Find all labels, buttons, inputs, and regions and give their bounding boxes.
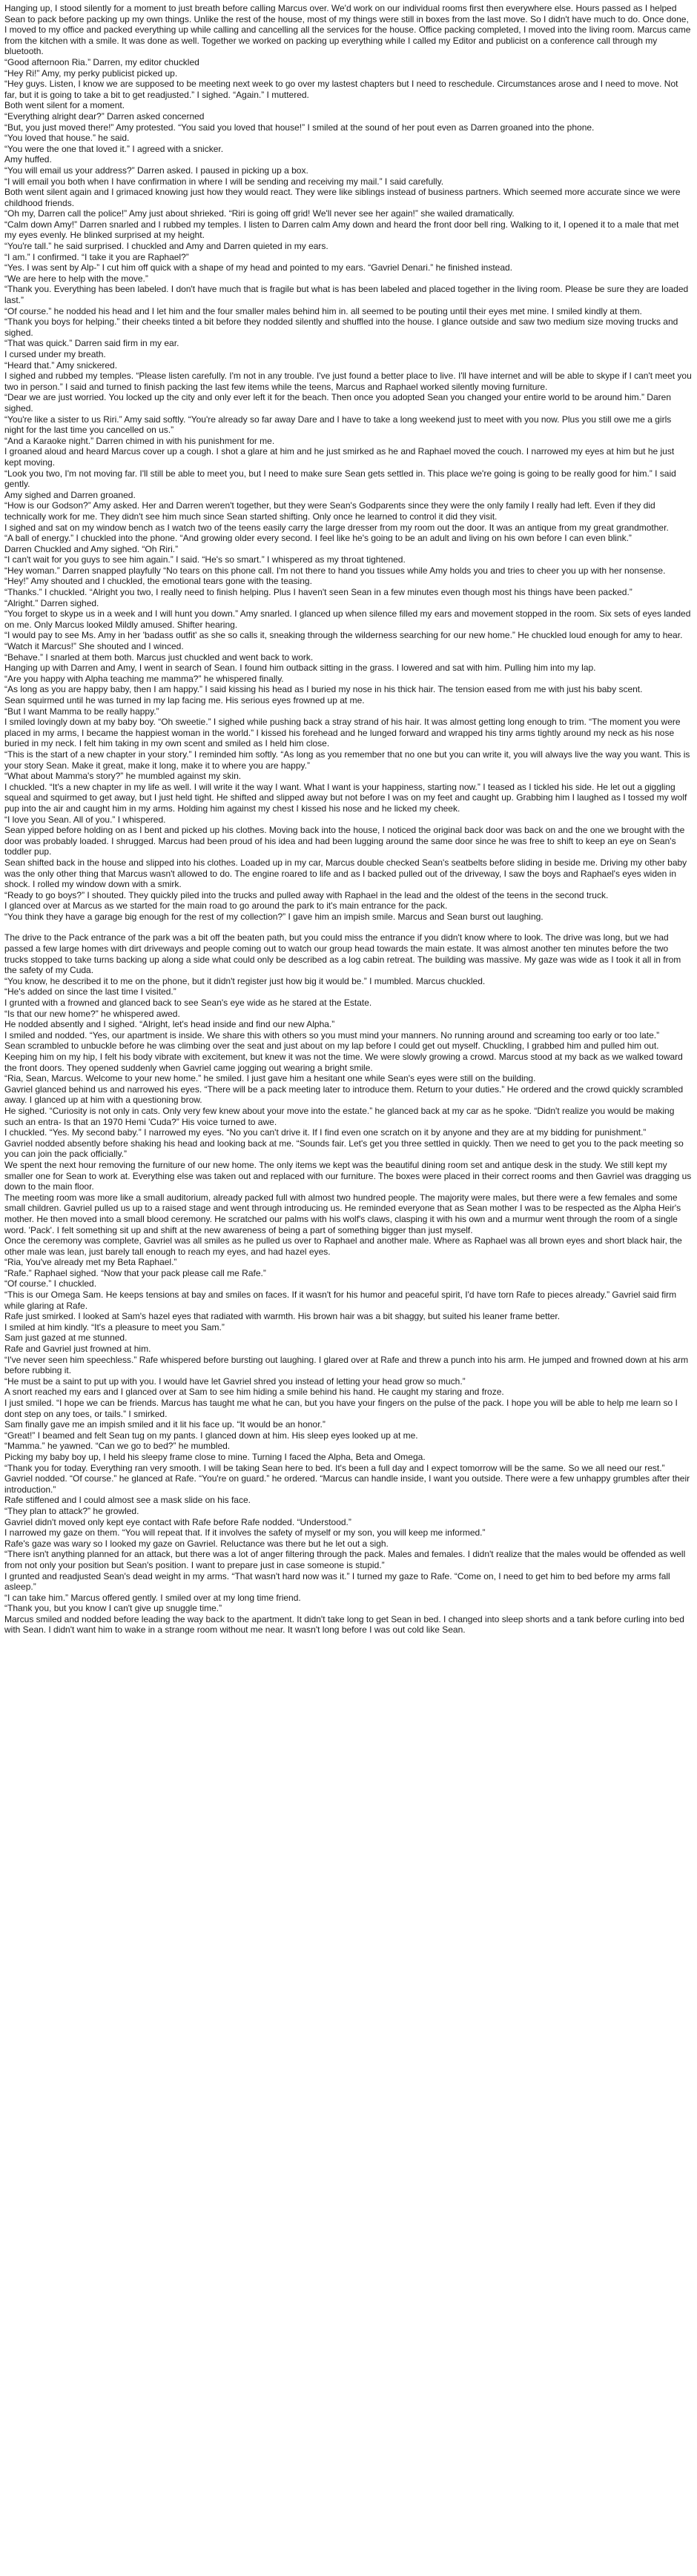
paragraph: I groaned aloud and heard Marcus cover up a cough. I shot a glare at him and he just smirked as he and Raphael moved the couch. I narrowed my eyes at him but he just kept moving. (4, 446, 675, 468)
paragraph: “Of course.” he nodded his head and I let him and the four smaller males behind him in. all seemed to be pouting until their eyes met mine. I smiled kindly at them. (4, 305, 642, 316)
paragraph: “You were the one that loved it.” I agreed with a snicker. (4, 143, 224, 154)
paragraph: Both went silent for a moment. (4, 100, 125, 111)
paragraph: Sam finally gave me an impish smiled and it lit his face up. “It would be an honor.” (4, 1419, 326, 1430)
paragraph: “Ria, You've already met my Beta Raphael.” (4, 1257, 177, 1268)
paragraph: “What about Mamma's story?” he mumbled against my skin. (4, 771, 242, 782)
paragraph: Picking my baby boy up, I held his sleepy frame close to mine. Turning I faced the Alpha, Beta and Omega. (4, 1451, 426, 1462)
paragraph: “Are you happy with Alpha teaching me mamma?” he whispered finally. (4, 673, 284, 684)
paragraph: “Oh my, Darren call the police!” Amy just about shrieked. “Riri is going off grid! We'll never see her again!” she wailed dramatically. (4, 208, 515, 219)
paragraph: Sean shifted back in the house and slipped into his clothes. Loaded up in my car, Marcus double checked Sean's seatbelts before sliding in beside me. Driving my other baby was the only other thing that Marcus wasn't allowed to do. The engine roared to life and as I backed pulled out of the driveway, I saw the boys and Raphael's eyes widen in shock. I rolled my window down with a smirk. (4, 857, 687, 890)
paragraph: Rafe's gaze was wary so I looked my gaze on Gavriel. Reluctance was there but he let out a sigh. (4, 1538, 389, 1549)
paragraph: “You loved that house.” he said. (4, 133, 130, 144)
paragraph: Hanging up, I stood silently for a moment to just breath before calling Marcus over. We'd work on our individual rooms first then everywhere else. Hours passed as I helped Sean to pack before packing up my own things. Unlike the rest of the house, most of my things were still in boxes from the last move. So I didn't have much to do. Once done, I moved to my office and packed everything up while calling and cancelling all the services for the house. Office packing completed, I moved into the living room. Marcus came from the kitchen with a smile. It was done as well. Together we worked on packing up everything while I called my Editor and publicist on a conference call through my bluetooth. (4, 3, 691, 57)
paragraph: “They plan to attack?” he growled. (4, 1505, 139, 1516)
paragraph: “Thank you boys for helping.” their cheeks tinted a bit before they nodded silently and shuffled into the house. I glance outside and saw two medium size moving trucks and sighed. (4, 316, 678, 338)
paragraph: Sam just gazed at me stunned. (4, 1332, 128, 1344)
paragraph: “This is our Omega Sam. He keeps tensions at bay and smiles on faces. If it wasn't for his humor and peaceful spirit, I'd have torn Rafe to pieces already.” Gavriel said firm while glaring at Rafe. (4, 1289, 677, 1311)
paragraph: “He's added on since the last time I visited.” (4, 986, 176, 997)
paragraph: “A ball of energy.” I chuckled into the phone. “And growing older every second. I feel like he's going to be an adult and living on his own before I can even blink.” (4, 533, 632, 544)
paragraph: “Thank you for today. Everything ran very smooth. I will be taking Sean here to bed. It's been a full day and I expect tomorrow will be the same. So we all need our rest.” (4, 1462, 665, 1473)
paragraph: “That was quick.” Darren said firm in my ear. (4, 338, 179, 349)
paragraph: “I would pay to see Ms. Amy in her 'badass outfit' as she so calls it, sneaking through the wilderness searching for our new home.” He chuckled loud enough for amy to hear. (4, 630, 683, 641)
paragraph: Gavriel nodded absently before shaking his head and looking back at me. “Sounds fair. Let's get you three settled in quickly. Then we need to get you to the pack meeting so you can join the pack officially.” (4, 1138, 684, 1160)
paragraph: I just smiled. “I hope we can be friends. Marcus has taught me what he can, but you have your fingers on the pulse of the pack. I hope you will be able to help me learn so I dont step on any toes, or tails.” I smirked. (4, 1398, 678, 1419)
paragraph: I smiled at him kindly. “It's a pleasure to meet you Sam.” (4, 1321, 225, 1332)
paragraph: I smiled and nodded. “Yes, our apartment is inside. We share this with others so you must mind your manners. No running around and screaming too early or too late.” (4, 1029, 660, 1040)
document-body (4, 3, 693, 1636)
paragraph: “Is that our new home?” he whispered awed. (4, 1008, 180, 1019)
paragraph: Amy huffed. (4, 154, 52, 165)
paragraph: I sighed and rubbed my temples. “Please listen carefully. I'm not in any trouble. I've just found a better place to live. I'll have internet and will be able to skype if I can't meet you two in person.” I said and turned to finish packing the last few items while the teens, Marcus and Raphael worked silently moving furniture. (4, 371, 692, 392)
section-break (4, 922, 693, 932)
paragraph: I grunted and readjusted Sean's dead weight in my arms. “That wasn't hard now was it.” I turned my gaze to Rafe. “Come on, I need to get him to bed before my arms fall asleep.” (4, 1570, 670, 1593)
paragraph: “Rafe.” Raphael sighed. “Now that your pack please call me Rafe.” (4, 1267, 266, 1278)
paragraph: “This is the start of a new chapter in your story.” I reminded him softly. “As long as you remember that no one but you can write it, you will always live the way you want. This is your story Sean. Make it great, make it long, make it to where you are happy.” (4, 748, 690, 771)
paragraph: “As long as you are happy baby, then I am happy.” I said kissing his head as I buried my nose in his thick hair. The tension eased from me with just his baby scent. (4, 684, 643, 695)
paragraph: “I am.” I confirmed. “I take it you are Raphael?” (4, 251, 189, 262)
paragraph: “Mamma.” he yawned. “Can we go to bed?” he mumbled. (4, 1441, 231, 1452)
paragraph: The meeting room was more like a small auditorium, already packed full with almost two hundred people. The majority were males, but there were a few females and some small children. Gavriel pulled us up to a raised stage and went through introducing us. He reminded everyone that as Sean mother I was to be respected as the Alpha Heir's mother. He then moved into a small blood ceremony. He scratched our palms with his wolf's claws, clasping it with his own and a murmur went through the room of a single word. 'Pack'. I felt something sit up and shift at the new awareness of being a part of something bigger than just myself. (4, 1192, 681, 1235)
paragraph: Both went silent again and I grimaced knowing just how they would react. They were like siblings instead of business partners. Which seemed more accurate since we were childhood friends. (4, 187, 681, 208)
paragraph: “We are here to help with the move.” (4, 273, 148, 284)
paragraph: “I will email you both when I have confirmation in where I will be sending and receiving my mail.” I said carefully. (4, 176, 444, 187)
paragraph: Sean squirmed until he was turned in my lap facing me. His serious eyes frowned up at me. (4, 695, 365, 706)
paragraph: “Look you two, I'm not moving far. I'll still be able to meet you, but I need to make sure Sean gets settled in. This place we're going is going to be really good for him.” I said gently. (4, 468, 676, 490)
paragraph: Amy sighed and Darren groaned. (4, 489, 136, 500)
paragraph: “Everything alright dear?” Darren asked concerned (4, 110, 205, 122)
paragraph: “You know, he described it to me on the phone, but it didn't register just how big it would be.” I mumbled. Marcus chuckled. (4, 975, 486, 986)
paragraph: I chuckled. “It's a new chapter in my life as well. I will write it the way I want. What I want is your happiness, starting now.” I teased as I tickled his side. He let out a giggling squeal and squirmed to get away, but I just held tight. He shifted and slipped away but not before I was on my feet and caught up. Grabbing him I laughed as I tossed my wolf pup into the air and caught him in my arms. Holding him against my chest I kissed his nose and he licked my cheek. (4, 781, 687, 814)
paragraph: “Alright.” Darren sighed. (4, 597, 99, 608)
paragraph: I smiled lovingly down at my baby boy. “Oh sweetie.” I sighed while pushing back a stray strand of his hair. It was almost getting long enough to trim. “The moment you were placed in my arms, I became the happiest woman in the world.” I kissed his forehead and he lunged forward and wrapped his tiny arms tightly around my neck as his nose buried in my neck. I felt him taking in my own scent and smiled as I held him close. (4, 717, 681, 749)
paragraph: “Calm down Amy!” Darren snarled and I rubbed my temples. I listen to Darren calm Amy down and heard the front door bell ring. Walking to it, I opened it to a male that met my eyes evenly. He blinked surprised at my height. (4, 219, 679, 241)
paragraph: “Of course.” I chuckled. (4, 1278, 97, 1289)
paragraph: A snort reached my ears and I glanced over at Sam to see him hiding a smile behind his hand. He caught my staring and froze. (4, 1387, 504, 1398)
paragraph: “I can take him.” Marcus offered gently. I smiled over at my long time friend. (4, 1592, 301, 1603)
paragraph: He nodded absently and I sighed. “Alright, let's head inside and find our new Alpha.” (4, 1019, 335, 1030)
paragraph: “Hey!” Amy shouted and I chuckled, the emotional tears gone with the teasing. (4, 576, 312, 587)
paragraph: “How is our Godson?” Amy asked. Her and Darren weren't together, but they were Sean's Godparents since they were the only family I really had left. Even if they did technically work for me. They didn't see him much since Sean started shifting. Only once he learned to control it did they visit. (4, 500, 655, 522)
paragraph: “Heard that.” Amy snickered. (4, 359, 118, 371)
paragraph: “Good afternoon Ria.” Darren, my editor chuckled (4, 56, 199, 67)
paragraph: The drive to the Pack entrance of the park was a bit off the beaten path, but you could miss the entrance if you didn't know where to look. The drive was long, but we had passed a few large homes with dirt driveways and people coming out to watch our group head towards the main estate. It was almost another ten minutes before the two trucks stopped to take turns backing up along a side what could only be described as a log cabin retreat. The building was massive. My gaze was wide as I took it all in from the safety of my Cuda. (4, 932, 681, 976)
paragraph: “He must be a saint to put up with you. I would have let Gavriel shred you instead of letting your head grow so much.” (4, 1375, 466, 1387)
paragraph: “Thank you, but you know I can't give up snuggle time.” (4, 1603, 222, 1614)
paragraph: “Hey guys. Listen, I know we are supposed to be meeting next week to go over my lastest chapters but I need to reschedule. Circumstances arose and I need to move. Not far, but it is going to take a bit to get readjusted.” I sighed. “Again.” I muttered. (4, 79, 678, 100)
paragraph: “Hey Ri!” Amy, my perky publicist picked up. (4, 67, 178, 79)
paragraph: “And a Karaoke night.” Darren chimed in with his punishment for me. (4, 435, 275, 446)
paragraph: Once the ceremony was complete, Gavriel was all smiles as he pulled us over to Raphael and another male. Where as Raphael was all brown eyes and short black hair, the other male was lean, just barely tall enough to reach my eyes, and had hazel eyes. (4, 1235, 682, 1257)
paragraph: “You will email us your address?” Darren asked. I paused in picking up a box. (4, 165, 308, 176)
paragraph: I grunted with a frowned and glanced back to see Sean's eye wide as he stared at the Estate. (4, 997, 372, 1009)
paragraph: Rafe stiffened and I could almost see a mask slide on his face. (4, 1495, 251, 1506)
paragraph: He sighed. “Curiosity is not only in cats. Only very few knew about your move into the estate.” he glanced back at my car as he spoke. “Didn't realize you would be making such an entra- Is that an 1970 Hemi 'Cuda?” His voice turned to awe. (4, 1105, 675, 1127)
paragraph: Gavriel glanced behind us and narrowed his eyes. “There will be a pack meeting later to introduce them. Return to your duties.” He ordered and the crowd quickly scrambled away. I glanced up at him with a questioning brow. (4, 1083, 684, 1106)
paragraph: “But I want Mamma to be really happy.” (4, 706, 159, 717)
paragraph: “Watch it Marcus!” She shouted and I winced. (4, 641, 184, 652)
paragraph: “Yes. I was sent by Alp-” I cut him off quick with a shape of my head and pointed to my ears. “Gavriel Denari.” he finished instead. (4, 262, 513, 273)
paragraph: I cursed under my breath. (4, 349, 106, 359)
paragraph: Darren Chuckled and Amy sighed. “Oh Riri.” (4, 543, 179, 554)
paragraph: “Ria, Sean, Marcus. Welcome to your new home.” he smiled. I just gave him a hesitant one while Sean's eyes were still on the building. (4, 1073, 536, 1084)
paragraph: Rafe and Gavriel just frowned at him. (4, 1344, 151, 1355)
paragraph: Gavriel didn't moved only kept eye contact with Rafe before Rafe nodded. “Understood.” (4, 1516, 351, 1527)
paragraph: “Great!” I beamed and felt Sean tug on my pants. I glanced down at him. His sleep eyes looked up at me. (4, 1430, 418, 1441)
paragraph: “I love you Sean. All of you.” I whispered. (4, 814, 166, 825)
paragraph: Sean scrambled to unbuckle before he was climbing over the seat and just about on my lap before I could get out myself. Chuckling, I grabbed him and pulled him out. Keeping him on my hip, I felt his body vibrate with excitement, but knew it was not the time. We were slowly growing a crowd. Marcus stood at my back as we walked toward the front doors. They opened suddenly when Gavriel came jogging out wearing a bright smile. (4, 1040, 683, 1073)
paragraph: “Hey woman.” Darren snapped playfully “No tears on this phone call. I'm not there to hand you tissues while Amy holds you and tries to cheer you up with her nonsense. (4, 565, 666, 576)
paragraph: Marcus smiled and nodded before leading the way back to the apartment. It didn't take long to get Sean in bed. I changed into sleep shorts and a tank before curling into bed with Sean. I didn't want him to wake in a strange room without me near. It wasn't long before I was out cold like Sean. (4, 1613, 684, 1636)
paragraph: “Ready to go boys?” I shouted. They quickly piled into the trucks and pulled away with Raphael in the lead and the oldest of the teens in the second truck. (4, 889, 609, 900)
paragraph: “Behave.” I snarled at them both. Marcus just chuckled and went back to work. (4, 651, 314, 663)
paragraph: I glanced over at Marcus as we started for the main road to go around the park to it's main entrance for the pack. (4, 900, 448, 912)
paragraph: “There isn't anything planned for an attack, but there was a lot of anger filtering through the pack. Males and females. I didn't realize that the males would be offended as well from not only your position but Sean's position. I want to prepare just in case someone is stupid.” (4, 1549, 686, 1570)
paragraph: We spent the next hour removing the furniture of our new home. The only items we kept was the beautiful dining room set and antique desk in the study. We still kept my smaller one for Sean to work at. Everything else was taken out and replaced with our furniture. The boxes were placed in their correct rooms and then Gavriel was dragging us down to the main floor. (4, 1159, 692, 1192)
paragraph: “But, you just moved there!” Amy protested. “You said you loved that house!” I smiled at the sound of her pout even as Darren groaned into the phone. (4, 122, 595, 133)
paragraph: I narrowed my gaze on them. “You will repeat that. If it involves the safety of myself or my son, you will keep me informed.” (4, 1527, 486, 1538)
paragraph: “You're like a sister to us Riri.” Amy said softly. “You're already so far away Dare and I have to take a long weekend just to meet with you now. Plus you still owe me a girls night for the last time you cancelled on us.” (4, 414, 672, 436)
paragraph: “You're tall.” he said surprised. I chuckled and Amy and Darren quieted in my ears. (4, 241, 328, 252)
paragraph: “I can't wait for you guys to see him again.” I said. “He's so smart.” I whispered as my throat tightened. (4, 554, 406, 565)
paragraph: Rafe just smirked. I looked at Sam's hazel eyes that radiated with warmth. His brown hair was a bit shaggy, but suited his leaner frame better. (4, 1311, 561, 1322)
paragraph: I sighed and sat on my window bench as I watch two of the teens easily carry the large dresser from my room out the door. It was an antique from my great grandmother. (4, 522, 669, 533)
paragraph: “Dear we are just worried. You locked up the city and only ever left it for the beach. Then once you adopted Sean you changed your entire world to be around him.” Daren sighed. (4, 392, 671, 414)
paragraph: “You think they have a garage big enough for the rest of my collection?” I gave him an impish smile. Marcus and Sean burst out laughing. (4, 911, 544, 922)
paragraph: “Thanks.” I chuckled. “Alright you two, I really need to finish helping. Plus I haven't seen Sean in a few minutes even though most his things have been packed.” (4, 587, 632, 598)
paragraph: Sean yipped before holding on as I bent and picked up his clothes. Moving back into the house, I noticed the original back door was back on and the one we brought with the door was probably loaded. I shrugged. Marcus had been proud of his idea and had been lugging around the same door since he was free to shift to keep an eye on Sean's toddler pup. (4, 825, 685, 857)
paragraph: “Thank you. Everything has been labeled. I don't have much that is fragile but what is has been labeled and placed together in the living room. Please be sure they are loaded last.” (4, 284, 689, 306)
paragraph: “You forget to skype us in a week and I will hunt you down.” Amy snarled. I glanced up when silence filled my ears and movement stopped in the room. Six sets of eyes landed on me. Only Marcus looked Mildly amused. Shifter hearing. (4, 608, 691, 630)
paragraph: “I've never seen him speechless.” Rafe whispered before bursting out laughing. I glared over at Rafe and threw a punch into his arm. He jumped and frowned down at his arm before rubbing it. (4, 1354, 689, 1376)
paragraph: Gavriel nodded. “Of course.” he glanced at Rafe. “You're on guard.” he ordered. “Marcus can handle inside, I want you outside. There were a few unhappy grumbles after their introduction.” (4, 1473, 690, 1495)
paragraph: I chuckled. “Yes. My second baby.” I narrowed my eyes. “No you can't drive it. If I find even one scratch on it by anyone and they are at my bidding for punishment.” (4, 1127, 647, 1138)
paragraph: Hanging up with Darren and Amy, I went in search of Sean. I found him outback sitting in the grass. I lowered and sat with him. Pulling him into my lap. (4, 663, 596, 674)
